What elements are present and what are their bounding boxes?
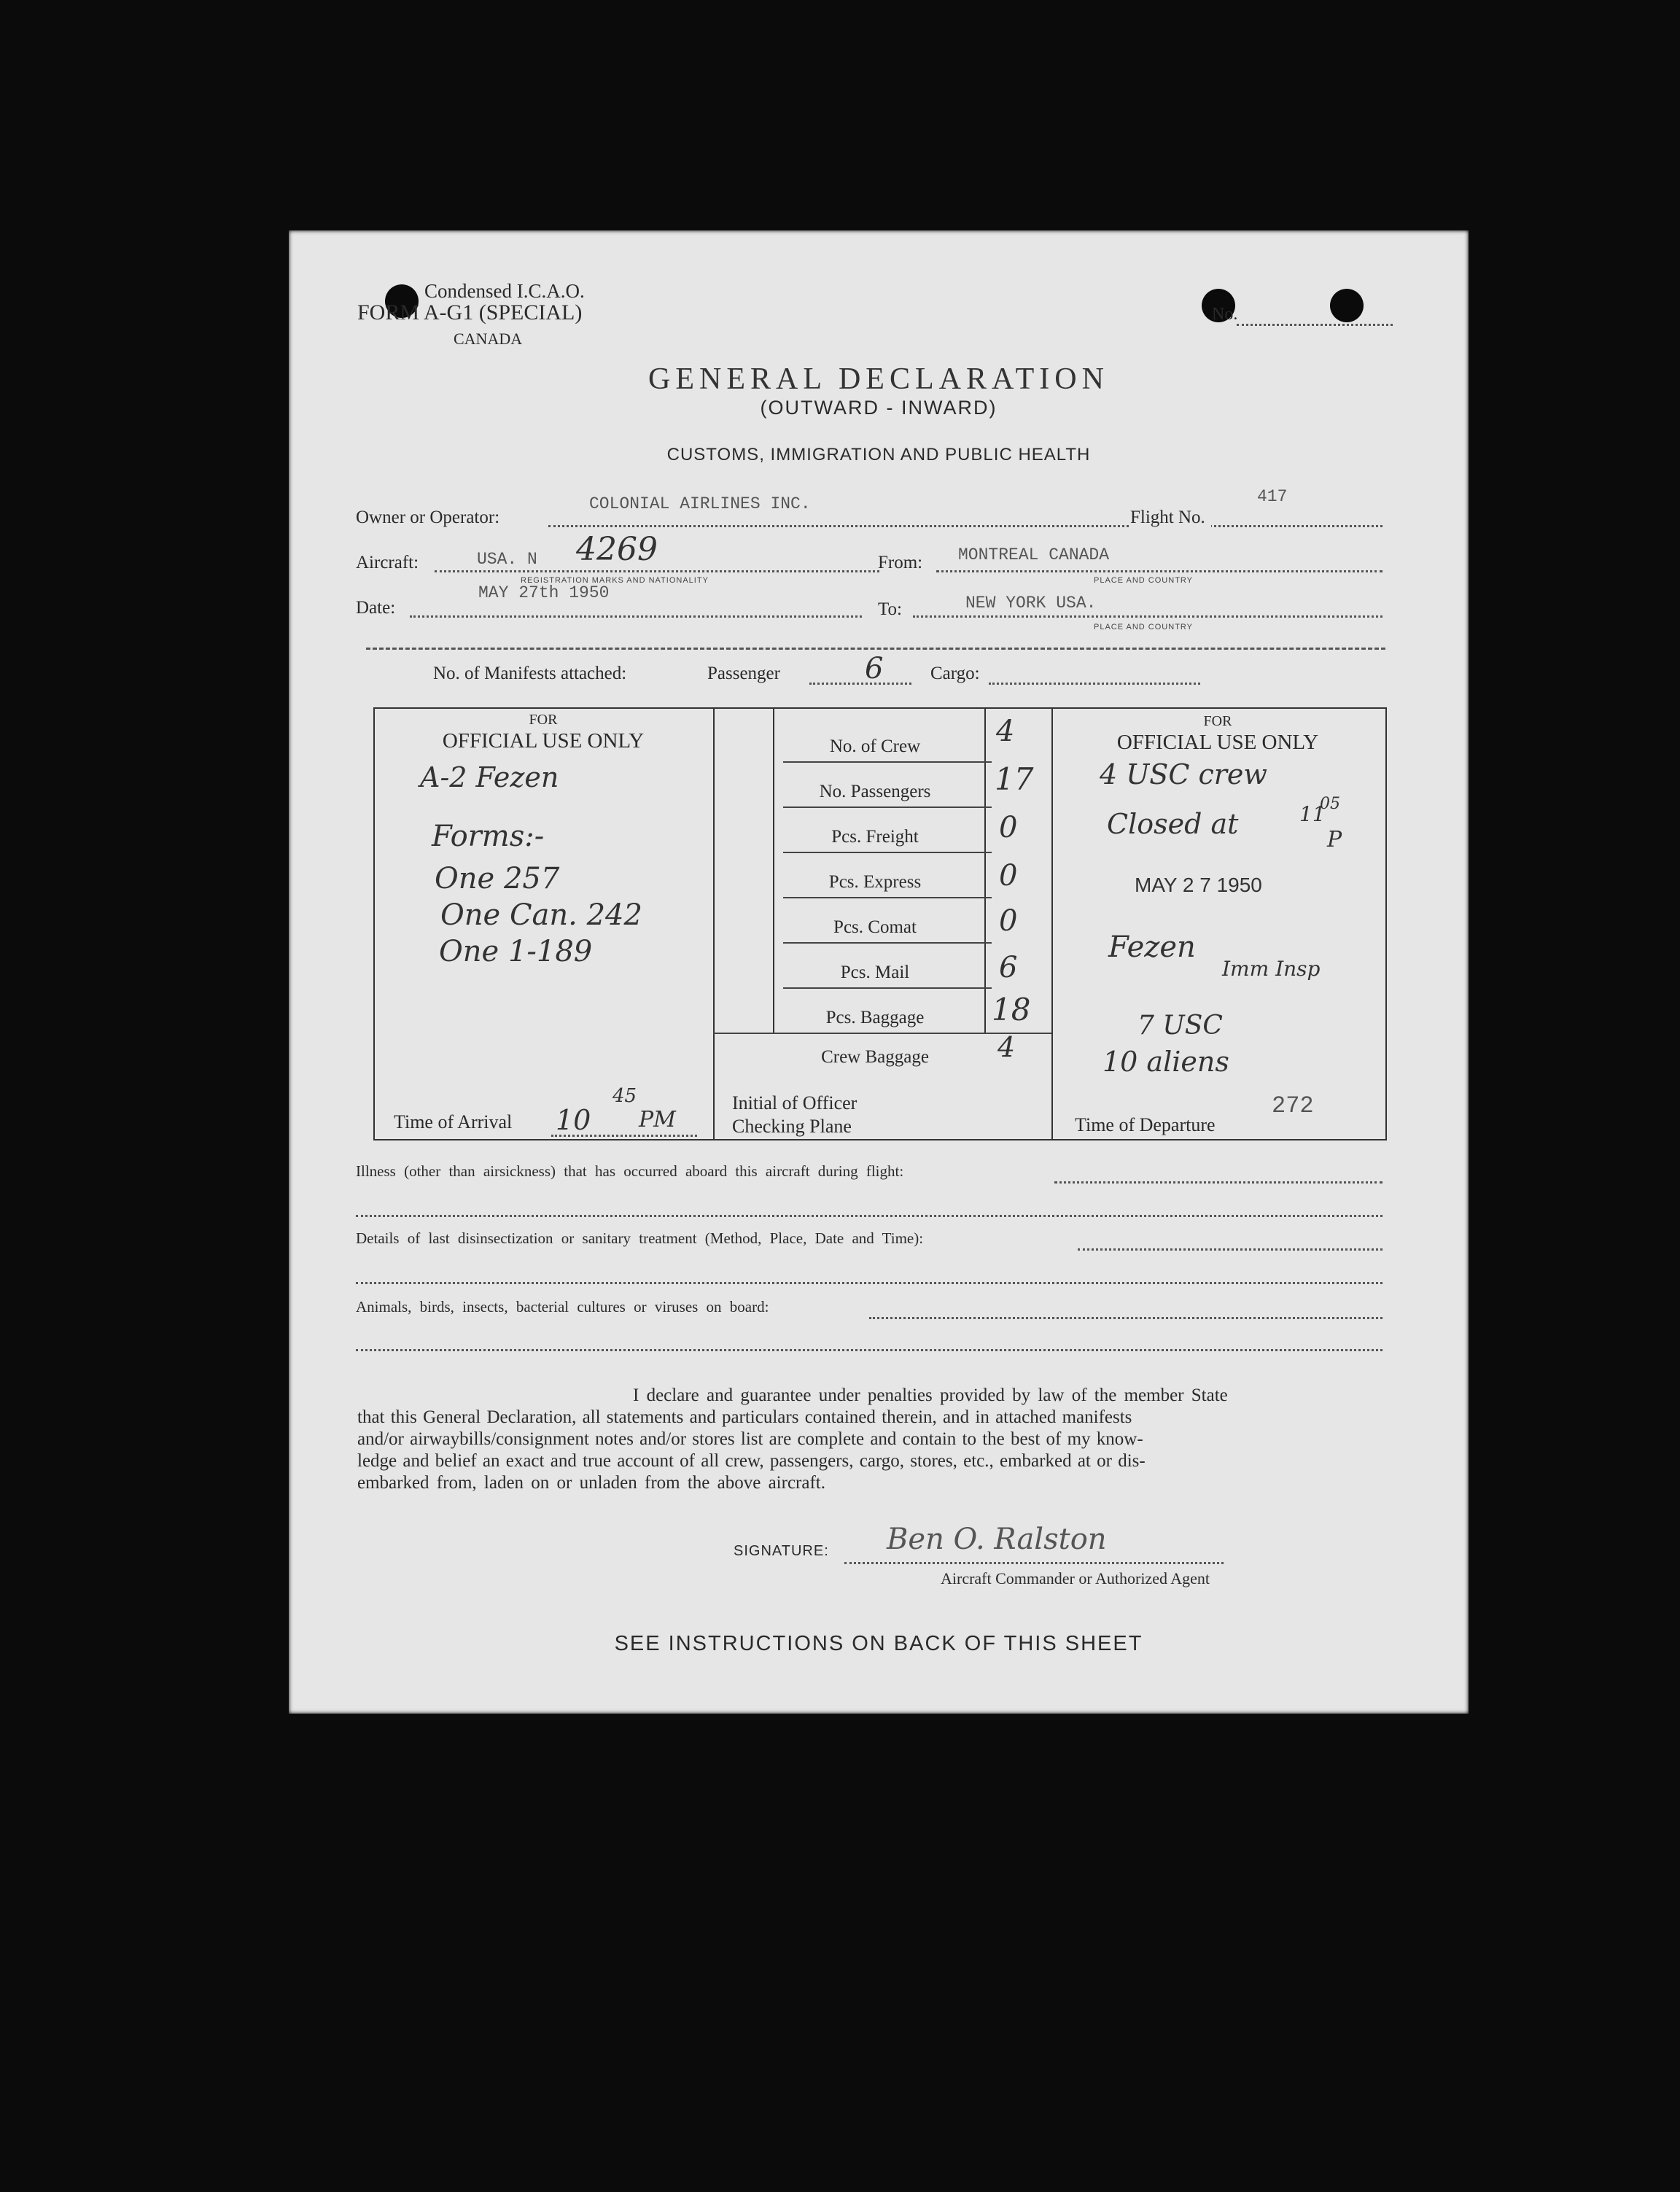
officer-label-1: Initial of Officer	[732, 1092, 858, 1114]
declaration-line-1: I declare and guarantee under penalties provided by law of the member State	[633, 1385, 1228, 1405]
left-official-heading: OFFICIAL USE ONLY	[442, 729, 645, 753]
to-label: To:	[878, 599, 902, 619]
form-header-line3: CANADA	[454, 330, 523, 348]
aircraft-value-handwritten: 4269	[576, 531, 658, 568]
from-label: From:	[878, 553, 923, 572]
passenger-value: 6	[865, 652, 884, 685]
officer-label-2: Checking Plane	[732, 1116, 852, 1137]
owner-label: Owner or Operator:	[356, 508, 500, 527]
declaration-form	[289, 230, 1469, 1714]
right-for-label: FOR	[1203, 713, 1232, 729]
arrival-ampm: PM	[639, 1107, 676, 1132]
to-caption: PLACE AND COUNTRY	[1094, 623, 1193, 631]
right-note-2-time: 11	[1299, 802, 1326, 826]
form-header-line2: FORM A-G1 (SPECIAL)	[357, 300, 583, 324]
declaration-line-3: and/or airwaybills/consignment notes and/or stores list are complete and contain to the best of my know-	[357, 1429, 1143, 1449]
left-note-4: One Can. 242	[440, 898, 642, 932]
left-note-2: Forms:-	[432, 820, 545, 853]
aircraft-value-typed: USA. N	[477, 550, 537, 569]
left-note-1: A-2 Fezen	[420, 761, 559, 793]
inspector-title: Imm Insp	[1222, 957, 1321, 981]
item-row-express: Pcs. Express 0	[773, 866, 1050, 910]
right-note-2-min: 05	[1320, 795, 1340, 813]
signature-caption: Aircraft Commander or Authorized Agent	[941, 1569, 1210, 1587]
left-note-3: One 257	[435, 862, 560, 895]
illness-label: Illness (other than airsickness) that has occurred aboard this aircraft during flight:	[356, 1162, 904, 1180]
aircraft-label: Aircraft:	[356, 553, 419, 572]
signature-value: Ben O. Ralston	[887, 1523, 1107, 1556]
cargo-label: Cargo:	[930, 664, 980, 683]
right-note-1: 4 USC crew	[1100, 758, 1267, 790]
date-value: MAY 27th 1950	[478, 583, 610, 602]
form-header-line1: Condensed I.C.A.O.	[424, 280, 585, 302]
left-for-label: FOR	[529, 712, 558, 728]
from-caption: PLACE AND COUNTRY	[1094, 576, 1193, 585]
passenger-label: Passenger	[707, 664, 780, 683]
item-row-freight: Pcs. Freight 0	[773, 821, 1050, 865]
declaration-line-2: that this General Declaration, all statements and particulars contained therein, and in attached manifests	[357, 1407, 1132, 1427]
footer-instructions: SEE INSTRUCTIONS ON BACK OF THIS SHEET	[614, 1632, 1143, 1655]
departure-value: 272	[1272, 1092, 1314, 1119]
from-value: MONTREAL CANADA	[958, 545, 1110, 564]
inspector-signature: Fezen	[1108, 930, 1196, 964]
item-row-mail: Pcs. Mail 6	[773, 957, 1050, 1000]
date-stamp: MAY 2 7 1950	[1135, 874, 1262, 896]
signature-label: SIGNATURE:	[734, 1543, 829, 1559]
departure-label: Time of Departure	[1075, 1114, 1216, 1135]
manifests-label: No. of Manifests attached:	[433, 664, 627, 683]
disinsectization-label: Details of last disinsectization or sanitary treatment (Method, Place, Date and Time):	[356, 1229, 924, 1247]
to-value: NEW YORK USA.	[965, 594, 1097, 613]
arrival-value: 10	[556, 1104, 591, 1136]
item-row-comat: Pcs. Comat 0	[773, 912, 1050, 955]
flight-value: 417	[1257, 487, 1288, 506]
flight-label: Flight No.	[1130, 508, 1211, 528]
right-note-2: Closed at	[1107, 808, 1239, 840]
item-row-crew: No. of Crew 4	[773, 731, 1050, 774]
right-note-4: 10 aliens	[1102, 1046, 1229, 1078]
form-number-label: No.	[1212, 305, 1238, 324]
declaration-line-5: embarked from, laden on or unladen from the above aircraft.	[357, 1473, 825, 1493]
item-row-crew-baggage: Crew Baggage 4	[821, 1031, 1016, 1067]
form-department: CUSTOMS, IMMIGRATION AND PUBLIC HEALTH	[666, 445, 1091, 465]
form-title: GENERAL DECLARATION	[648, 362, 1109, 396]
arrival-label: Time of Arrival	[394, 1111, 513, 1132]
arrival-minutes: 45	[612, 1085, 637, 1107]
declaration-line-4: ledge and belief an exact and true account of all crew, passengers, cargo, stores, etc., embarked at or dis-	[357, 1451, 1146, 1471]
punch-hole	[1330, 289, 1364, 322]
right-note-3: 7 USC	[1138, 1011, 1223, 1041]
animals-label: Animals, birds, insects, bacterial cultures or viruses on board:	[356, 1298, 769, 1315]
owner-value: COLONIAL AIRLINES INC.	[589, 494, 811, 513]
form-subtitle: (OUTWARD - INWARD)	[760, 397, 998, 419]
left-note-5: One 1-189	[439, 935, 593, 968]
date-label: Date:	[356, 598, 396, 618]
item-row-baggage: Pcs. Baggage 18	[773, 1002, 1050, 1046]
right-note-2-ampm: P	[1327, 827, 1342, 852]
item-row-passengers: No. Passengers 17	[773, 776, 1050, 820]
right-official-heading: OFFICIAL USE ONLY	[1116, 731, 1319, 754]
aircraft-caption: REGISTRATION MARKS AND NATIONALITY	[521, 576, 709, 585]
